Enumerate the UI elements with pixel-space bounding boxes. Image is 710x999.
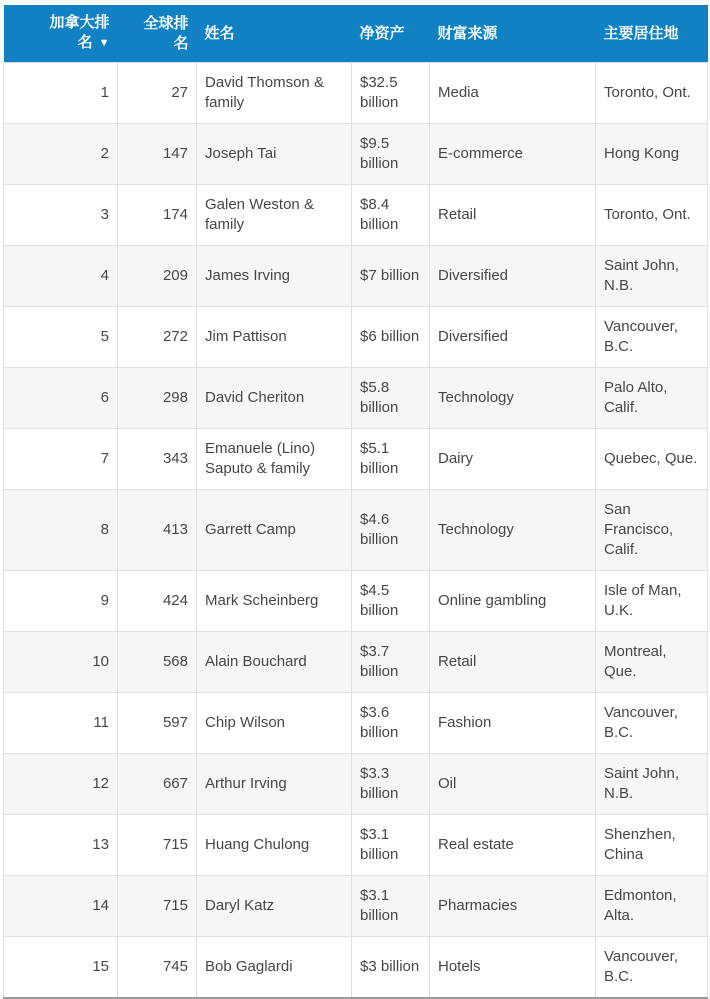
cell-source: Diversified bbox=[430, 307, 596, 368]
cell-name: Garrett Camp bbox=[197, 490, 352, 571]
cell-source: Real estate bbox=[430, 815, 596, 876]
cell-global-rank: 343 bbox=[118, 429, 197, 490]
cell-residence: Saint John, N.B. bbox=[596, 246, 708, 307]
cell-net-worth: $7 billion bbox=[352, 246, 430, 307]
table-row bbox=[4, 876, 708, 937]
cell-ca-rank: 12 bbox=[4, 754, 118, 815]
cell-ca-rank: 8 bbox=[4, 490, 118, 571]
column-header-wealth-source[interactable] bbox=[430, 5, 596, 63]
cell-name: Bob Gaglardi bbox=[197, 937, 352, 999]
table-row bbox=[4, 937, 708, 999]
table-row bbox=[4, 571, 708, 632]
cell-residence: Toronto, Ont. bbox=[596, 63, 708, 124]
table-row bbox=[4, 124, 708, 185]
cell-ca-rank: 13 bbox=[4, 815, 118, 876]
cell-source: Technology bbox=[430, 490, 596, 571]
cell-residence: Vancouver, B.C. bbox=[596, 693, 708, 754]
cell-name: Mark Scheinberg bbox=[197, 571, 352, 632]
cell-name: David Thomson & family bbox=[197, 63, 352, 124]
billionaires-table bbox=[3, 5, 708, 999]
table-row bbox=[4, 754, 708, 815]
cell-name: Daryl Katz bbox=[197, 876, 352, 937]
column-header-label: 名 bbox=[173, 34, 189, 52]
cell-global-rank: 209 bbox=[118, 246, 197, 307]
cell-ca-rank: 7 bbox=[4, 429, 118, 490]
cell-residence: Toronto, Ont. bbox=[596, 185, 708, 246]
cell-net-worth: $3 billion bbox=[352, 937, 430, 999]
column-header-label: 姓名 bbox=[204, 24, 235, 42]
cell-source: Technology bbox=[430, 368, 596, 429]
table-row bbox=[4, 693, 708, 754]
cell-global-rank: 272 bbox=[118, 307, 197, 368]
column-header-label: 加拿大排 bbox=[49, 14, 110, 31]
table-row bbox=[4, 490, 708, 571]
cell-source: Retail bbox=[430, 185, 596, 246]
column-header-label: 财富来源 bbox=[437, 24, 498, 42]
cell-name: Huang Chulong bbox=[197, 815, 352, 876]
table-row bbox=[4, 307, 708, 368]
cell-global-rank: 568 bbox=[118, 632, 197, 693]
cell-name: Jim Pattison bbox=[197, 307, 352, 368]
cell-residence: Shenzhen, China bbox=[596, 815, 708, 876]
cell-source: Media bbox=[430, 63, 596, 124]
column-header-global-rank[interactable] bbox=[118, 5, 197, 63]
cell-global-rank: 174 bbox=[118, 185, 197, 246]
cell-net-worth: $8.4 billion bbox=[352, 185, 430, 246]
table-body bbox=[4, 63, 708, 999]
cell-name: Emanuele (Lino) Saputo & family bbox=[197, 429, 352, 490]
cell-name: David Cheriton bbox=[197, 368, 352, 429]
cell-residence: Vancouver, B.C. bbox=[596, 937, 708, 999]
cell-global-rank: 424 bbox=[118, 571, 197, 632]
cell-global-rank: 27 bbox=[118, 63, 197, 124]
cell-net-worth: $5.8 billion bbox=[352, 368, 430, 429]
cell-global-rank: 298 bbox=[118, 368, 197, 429]
cell-ca-rank: 14 bbox=[4, 876, 118, 937]
cell-residence: Montreal, Que. bbox=[596, 632, 708, 693]
billionaires-table-container bbox=[3, 5, 707, 999]
cell-name: Alain Bouchard bbox=[197, 632, 352, 693]
cell-global-rank: 597 bbox=[118, 693, 197, 754]
column-header-canada-rank[interactable] bbox=[4, 5, 118, 63]
cell-ca-rank: 4 bbox=[4, 246, 118, 307]
sort-descending-icon[interactable]: ▼ bbox=[98, 37, 110, 49]
cell-global-rank: 413 bbox=[118, 490, 197, 571]
cell-net-worth: $3.7 billion bbox=[352, 632, 430, 693]
cell-net-worth: $3.1 billion bbox=[352, 876, 430, 937]
cell-net-worth: $32.5 billion bbox=[352, 63, 430, 124]
column-header-net-worth[interactable] bbox=[352, 5, 430, 63]
cell-residence: Hong Kong bbox=[596, 124, 708, 185]
cell-global-rank: 745 bbox=[118, 937, 197, 999]
cell-source: Pharmacies bbox=[430, 876, 596, 937]
column-header-label: 名 bbox=[77, 34, 93, 51]
cell-net-worth: $4.6 billion bbox=[352, 490, 430, 571]
cell-source: Online gambling bbox=[430, 571, 596, 632]
table-row bbox=[4, 185, 708, 246]
cell-global-rank: 715 bbox=[118, 876, 197, 937]
cell-ca-rank: 15 bbox=[4, 937, 118, 999]
table-row bbox=[4, 63, 708, 124]
cell-name: Arthur Irving bbox=[197, 754, 352, 815]
table-row bbox=[4, 246, 708, 307]
cell-residence: Saint John, N.B. bbox=[596, 754, 708, 815]
cell-residence: Quebec, Que. bbox=[596, 429, 708, 490]
cell-source: Diversified bbox=[430, 246, 596, 307]
table-row bbox=[4, 429, 708, 490]
cell-source: Fashion bbox=[430, 693, 596, 754]
cell-residence: San Francisco, Calif. bbox=[596, 490, 708, 571]
cell-name: Joseph Tai bbox=[197, 124, 352, 185]
column-header-label: 全球排 bbox=[143, 14, 189, 32]
cell-residence: Isle of Man, U.K. bbox=[596, 571, 708, 632]
cell-name: James Irving bbox=[197, 246, 352, 307]
cell-global-rank: 147 bbox=[118, 124, 197, 185]
cell-ca-rank: 9 bbox=[4, 571, 118, 632]
cell-net-worth: $6 billion bbox=[352, 307, 430, 368]
cell-net-worth: $3.3 billion bbox=[352, 754, 430, 815]
cell-net-worth: $5.1 billion bbox=[352, 429, 430, 490]
header-row bbox=[4, 5, 708, 63]
cell-net-worth: $3.6 billion bbox=[352, 693, 430, 754]
cell-source: E-commerce bbox=[430, 124, 596, 185]
cell-ca-rank: 5 bbox=[4, 307, 118, 368]
cell-net-worth: $3.1 billion bbox=[352, 815, 430, 876]
cell-ca-rank: 11 bbox=[4, 693, 118, 754]
table-row bbox=[4, 815, 708, 876]
cell-source: Hotels bbox=[430, 937, 596, 999]
cell-source: Dairy bbox=[430, 429, 596, 490]
cell-source: Retail bbox=[430, 632, 596, 693]
cell-name: Chip Wilson bbox=[197, 693, 352, 754]
column-header-label: 主要居住地 bbox=[603, 24, 679, 42]
cell-ca-rank: 2 bbox=[4, 124, 118, 185]
cell-name: Galen Weston & family bbox=[197, 185, 352, 246]
column-header-label: 净资产 bbox=[359, 24, 405, 42]
cell-ca-rank: 6 bbox=[4, 368, 118, 429]
column-header-name[interactable] bbox=[197, 5, 352, 63]
column-header-residence[interactable] bbox=[596, 5, 708, 63]
cell-net-worth: $9.5 billion bbox=[352, 124, 430, 185]
cell-ca-rank: 10 bbox=[4, 632, 118, 693]
cell-net-worth: $4.5 billion bbox=[352, 571, 430, 632]
cell-ca-rank: 1 bbox=[4, 63, 118, 124]
table-row bbox=[4, 632, 708, 693]
cell-residence: Palo Alto, Calif. bbox=[596, 368, 708, 429]
cell-global-rank: 667 bbox=[118, 754, 197, 815]
cell-source: Oil bbox=[430, 754, 596, 815]
cell-ca-rank: 3 bbox=[4, 185, 118, 246]
cell-residence: Edmonton, Alta. bbox=[596, 876, 708, 937]
table-row bbox=[4, 368, 708, 429]
cell-global-rank: 715 bbox=[118, 815, 197, 876]
cell-residence: Vancouver, B.C. bbox=[596, 307, 708, 368]
